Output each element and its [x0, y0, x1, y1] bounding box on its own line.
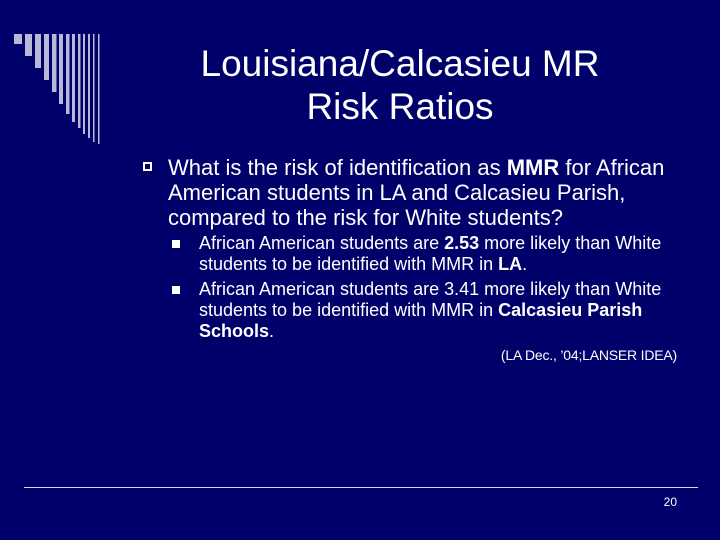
title-line-2: Risk Ratios: [306, 86, 494, 127]
slide-title: [150, 42, 650, 128]
source-citation: (LA Dec., ’04;LANSER IDEA): [500, 347, 677, 363]
sub-bullet-calcasieu: [172, 279, 692, 342]
sub-bullet-text-bold1: Calcasieu Parish Schools: [199, 300, 643, 341]
question-text-bold: MMR: [506, 155, 560, 180]
hollow-square-bullet-icon: [143, 162, 152, 171]
footer-divider: [24, 487, 698, 488]
sub-bullet-text-bold2: LA: [498, 254, 523, 274]
filled-square-bullet-icon: [172, 240, 180, 248]
question-text-part2: for African American students in LA and Calcasieu Parish, compared to the risk for White students?: [168, 155, 665, 230]
filled-square-bullet-icon: [172, 286, 180, 294]
sub-bullet-text-part1: African American students are: [199, 233, 445, 253]
question-text-part1: What is the risk of identification as: [168, 155, 507, 180]
title-line-1: Louisiana/Calcasieu MR: [200, 43, 600, 84]
sub-bullet-text-part1: African American students are 3.41 more likely than White students to be identified with MMR in: [199, 279, 662, 320]
question-text: [168, 155, 703, 230]
sub-bullet-text-part2: .: [269, 321, 275, 341]
sub-bullet-la: [172, 233, 692, 275]
sub-bullet-text: [199, 279, 692, 342]
sub-bullet-text: [199, 233, 692, 275]
decorative-stripes: [14, 34, 124, 144]
sub-bullet-text-part2: more likely than White students to be identified with MMR in: [199, 233, 662, 274]
page-number: 20: [663, 495, 677, 509]
question-bullet: [143, 155, 703, 230]
sub-bullet-text-bold1: 2.53: [444, 233, 480, 253]
sub-bullet-text-part3: .: [522, 254, 528, 274]
